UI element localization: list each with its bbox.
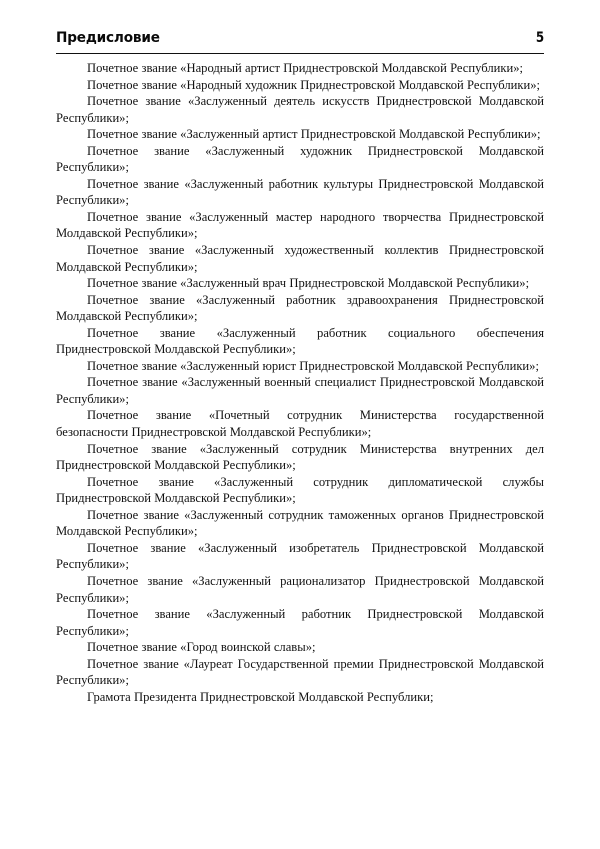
document-paragraph: Почетное звание «Заслуженный сотрудник Министерства внутренних дел Приднестровской Молдавской Республики»; bbox=[56, 441, 544, 473]
header-row bbox=[56, 30, 544, 50]
document-paragraph: Почетное звание «Заслуженный художественный коллектив Приднестровской Молдавской Республики»; bbox=[56, 243, 544, 274]
running-header-title: Предисловие bbox=[56, 30, 160, 46]
document-paragraph: Почетное звание «Заслуженный сотрудник таможенных органов Приднестровской Молдавской Республики»; bbox=[56, 507, 544, 539]
document-paragraph: Почетное звание «Заслуженный изобретатель Приднестровской Молдавской Республики»; bbox=[56, 540, 544, 572]
document-paragraph: Почетное звание «Заслуженный рационализатор Приднестровской Молдавской Республики»; bbox=[56, 573, 544, 605]
document-paragraph: Почетное звание «Лауреат Государственной премии Приднестровской Молдавской Республики»; bbox=[56, 656, 544, 688]
document-paragraph: Почетное звание «Народный художник Приднестровской Молдавской Республики»; bbox=[87, 77, 540, 92]
page-number: 5 bbox=[535, 30, 544, 46]
document-paragraph: Почетное звание «Народный артист Приднестровской Молдавской Республики»; bbox=[87, 61, 524, 75]
document-paragraph: Почетное звание «Заслуженный работник здравоохранения Приднестровской Молдавской Республики»; bbox=[56, 292, 544, 324]
document-paragraph: Почетное звание «Заслуженный мастер народного творчества Приднестровской Молдавской Республики»; bbox=[56, 209, 544, 241]
document-paragraph: Грамота Президента Приднестровской Молдавской Республики; bbox=[87, 689, 434, 704]
document-body bbox=[56, 60, 544, 705]
document-paragraph: Почетное звание «Заслуженный сотрудник дипломатической службы Приднестровской Молдавской Республики»; bbox=[56, 474, 544, 506]
document-paragraph: Почетное звание «Заслуженный военный специалист Приднестровской Молдавской Республики»; bbox=[56, 375, 544, 406]
document-paragraph: Почетное звание «Заслуженный врач Приднестровской Молдавской Республики»; bbox=[87, 276, 530, 291]
document-paragraph: Почетное звание «Заслуженный работник культуры Приднестровской Молдавской Республики»; bbox=[56, 176, 544, 208]
document-paragraph: Почетное звание «Заслуженный юрист Приднестровской Молдавской Республики»; bbox=[87, 358, 539, 373]
header-divider-rule bbox=[56, 53, 544, 54]
document-paragraph: Почетное звание «Заслуженный работник социального обеспечения Приднестровской Молдавской Республики»; bbox=[56, 325, 544, 357]
document-paragraph: Почетное звание «Почетный сотрудник Министерства государственной безопасности Приднестровской Молдавской Республики»; bbox=[56, 408, 544, 440]
document-paragraph: Почетное звание «Заслуженный художник Приднестровской Молдавской Республики»; bbox=[56, 143, 544, 175]
document-paragraph: Почетное звание «Заслуженный артист Приднестровской Молдавской Республики»; bbox=[87, 127, 541, 142]
document-paragraph: Почетное звание «Заслуженный работник Приднестровской Молдавской Республики»; bbox=[56, 607, 544, 638]
document-paragraph: Почетное звание «Город воинской славы»; bbox=[87, 640, 316, 655]
page-header bbox=[56, 30, 544, 56]
document-paragraph: Почетное звание «Заслуженный деятель искусств Приднестровской Молдавской Республики»; bbox=[56, 94, 544, 125]
